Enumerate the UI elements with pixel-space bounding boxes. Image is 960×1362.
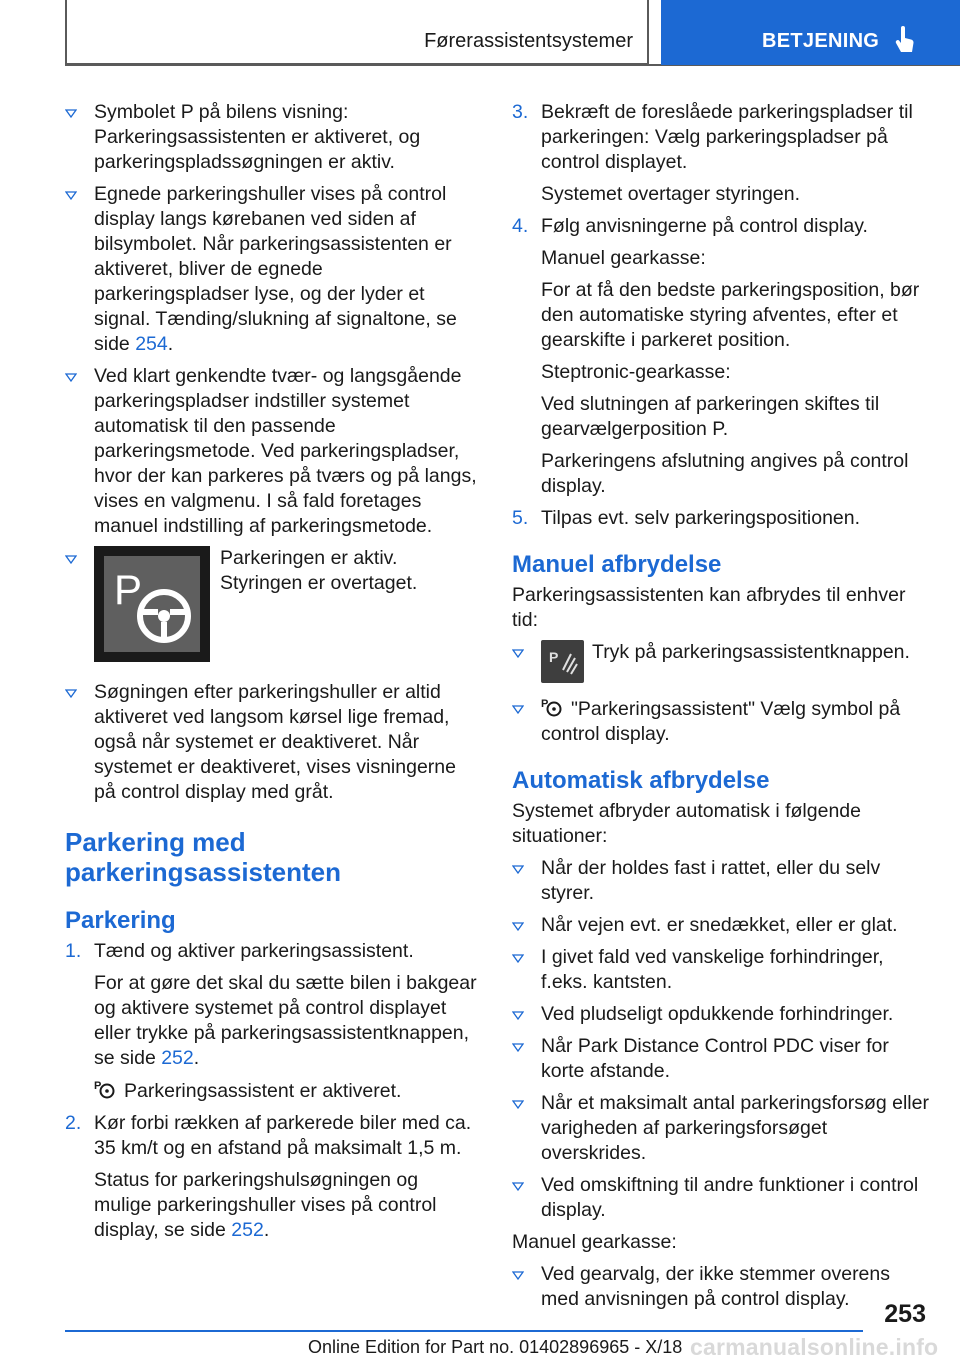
page-number: 253 [884, 1300, 926, 1328]
list-item [65, 100, 480, 175]
section-heading: Parkering med parkeringsassistenten [65, 827, 342, 887]
step-number: 4. [512, 215, 529, 237]
list-item [512, 945, 930, 995]
step-text: Tænd og aktiver parkeringsassistent. [94, 940, 414, 962]
step-paragraph [65, 1168, 480, 1243]
page-link-252[interactable]: 252 [231, 1219, 264, 1241]
list-item [65, 182, 480, 357]
header-chapter-tab[interactable] [661, 0, 960, 65]
subsection-heading: Automatisk afbrydelse [512, 767, 770, 794]
bullet-text: Parkeringen er aktiv. Styringen er overtaget. [220, 547, 418, 594]
bullet-text: Når der holdes fast i rattet, eller du selv styrer. [541, 857, 881, 904]
step-number: 1. [65, 940, 82, 962]
triangle-bullet-icon [512, 1271, 524, 1280]
parking-assistant-button-image [541, 640, 584, 683]
triangle-bullet-icon [512, 1100, 524, 1109]
triangle-bullet-icon [65, 689, 77, 698]
step-paragraph: Parkeringens afslutning angives på control display. [541, 450, 909, 497]
list-item [512, 1091, 930, 1166]
numbered-step [65, 939, 480, 964]
hand-pointer-icon [894, 26, 916, 54]
watermark: carmanualsonline.info [690, 1334, 939, 1360]
parking-assistant-icon [94, 1078, 116, 1100]
bullet-text: Ved omskiftning til andre funktioner i control display. [541, 1174, 919, 1221]
intro-text: Systemet afbryder automatisk i følgende situationer: [512, 800, 861, 847]
triangle-bullet-icon [512, 1011, 524, 1020]
step-paragraph: Manuel gearkasse: [541, 247, 706, 269]
step-text: Kør forbi rækken af parkerede biler med ca. 35 km/t og en afstand på maksimalt 1,5 m. [94, 1112, 472, 1159]
triangle-bullet-icon [512, 705, 524, 714]
triangle-bullet-icon [65, 191, 77, 200]
step-number: 3. [512, 101, 529, 123]
list-item-with-button-image [512, 640, 930, 692]
header-section-title: Førerassistentsystemer [424, 30, 633, 52]
subsection-heading: Manuel afbrydelse [512, 551, 722, 578]
header-chapter-label: BETJENING [762, 30, 880, 52]
bullet-text-end: . [167, 333, 174, 355]
list-item [512, 1002, 930, 1027]
bullet-text: Symbolet P på bilens visning: Parkeringsassistenten er aktiveret, og parkeringspladssøgningen er aktiv. [94, 101, 421, 173]
list-item [512, 696, 930, 747]
bullet-text: Ved pludseligt opdukkende forhindringer. [541, 1003, 894, 1025]
list-item [512, 1262, 930, 1312]
step-paragraph-text: For at gøre det skal du sætte bilen i bakgear og aktivere systemet på control displayet eller trykke på parkeringsassistentknappen, se side [94, 972, 477, 1069]
bullet-text: "Parkeringsassistent" Vælg symbol på control display. [541, 698, 901, 745]
page-link-252[interactable]: 252 [161, 1047, 194, 1069]
numbered-step [65, 1111, 480, 1161]
numbered-step [512, 214, 930, 239]
footer-rule [65, 1330, 863, 1332]
step-paragraph [65, 971, 480, 1071]
step-paragraph: Ved slutningen af parkeringen skiftes til gearvælgerposition P. [541, 393, 880, 440]
triangle-bullet-icon [512, 1182, 524, 1191]
triangle-bullet-icon [65, 555, 77, 564]
gearbox-label: Manuel gearkasse: [512, 1231, 677, 1253]
list-item [512, 913, 930, 938]
parking-sensor-icon [541, 640, 584, 683]
triangle-bullet-icon [512, 1043, 524, 1052]
parking-steering-active-image [94, 546, 210, 662]
bullet-text: Egnede parkeringshuller vises på control display langs kørebanen ved siden af bilsymbolet. Når parkeringsassistenten er aktiveret, bliver de egnede parkeringspladser lyse, og der lyder et signal. Tænding/slukning af signaltone, se side [94, 183, 457, 355]
svg-text:P: P [114, 566, 143, 613]
list-item-with-image [65, 546, 480, 664]
step-text: Bekræft de foreslåede parkeringspladser til parkeringen: Vælg parkeringspladser på control displayet. [541, 101, 913, 173]
step-paragraph: For at få den bedste parkeringsposition, bør den automatiske styring afventes, efter et gearskifte i parkeret position. [541, 279, 920, 351]
bullet-text: Når Park Distance Control PDC viser for korte afstande. [541, 1035, 889, 1082]
triangle-bullet-icon [512, 649, 524, 658]
parking-assistant-icon [541, 696, 563, 718]
footer-edition: Online Edition for Part no. 01402896965 - X/18 [308, 1337, 683, 1357]
triangle-bullet-icon [512, 922, 524, 931]
bullet-text: Når vejen evt. er snedækket, eller er glat. [541, 914, 898, 936]
step-number: 5. [512, 507, 529, 529]
numbered-step [512, 506, 930, 531]
svg-text:P: P [549, 649, 559, 665]
step-text: Tilpas evt. selv parkeringspositionen. [541, 507, 861, 529]
intro-text: Parkeringsassistenten kan afbrydes til enhver tid: [512, 584, 906, 631]
step-paragraph: Steptronic-gearkasse: [541, 361, 731, 383]
triangle-bullet-icon [512, 865, 524, 874]
step-paragraph [65, 1078, 480, 1104]
svg-text:P: P [541, 698, 549, 710]
header-section-box [65, 0, 649, 65]
step-number: 2. [65, 1112, 82, 1134]
bullet-text: Tryk på parkeringsassistentknappen. [592, 641, 910, 663]
list-item [65, 680, 480, 805]
list-item [512, 1034, 930, 1084]
step-text: Følg anvisningerne på control display. [541, 215, 868, 237]
list-item [512, 1173, 930, 1223]
step-paragraph-text: Status for parkeringshulsøgningen og mulige parkeringshuller vises på control display, se side [94, 1169, 437, 1241]
list-item [512, 856, 930, 906]
triangle-bullet-icon [65, 373, 77, 382]
icon-line-text: Parkeringsassistent er aktiveret. [124, 1080, 402, 1102]
triangle-bullet-icon [512, 954, 524, 963]
bullet-text: I givet fald ved vanskelige forhindringer, f.eks. kantsten. [541, 946, 884, 993]
bullet-text: Når et maksimalt antal parkeringsforsøg eller varigheden af parkeringsforsøget overskrides. [541, 1092, 929, 1164]
page-link-254[interactable]: 254 [135, 333, 168, 355]
step-paragraph: Systemet overtager styringen. [541, 183, 801, 205]
bullet-text: Søgningen efter parkeringshuller er altid aktiveret ved langsom kørsel lige fremad, også når systemet er deaktiveret. Når systemet er deaktiveret, vises visningerne på control display med gråt. [94, 681, 456, 803]
svg-text:P: P [94, 1080, 102, 1092]
step-paragraph-end: . [263, 1219, 270, 1241]
list-item [65, 364, 480, 539]
parking-steering-wheel-icon [104, 556, 200, 652]
subsection-heading: Parkering [65, 907, 176, 934]
bullet-text: Ved klart genkendte tvær- og langsgående parkeringspladser indstiller systemet automatisk til den passende parkeringsmetode. Ved parkeringspladser, hvor der kan parkeres på tværs og på langs, vises en valgmenu. I så fald foretages manuel indstilling af parkeringsmetode. [94, 365, 477, 537]
right-column [512, 100, 930, 1319]
bullet-text: Ved gearvalg, der ikke stemmer overens med anvisningen på control display. [541, 1263, 891, 1310]
left-column [65, 100, 480, 1250]
triangle-bullet-icon [65, 109, 77, 118]
step-paragraph-end: . [193, 1047, 200, 1069]
numbered-step [512, 100, 930, 175]
